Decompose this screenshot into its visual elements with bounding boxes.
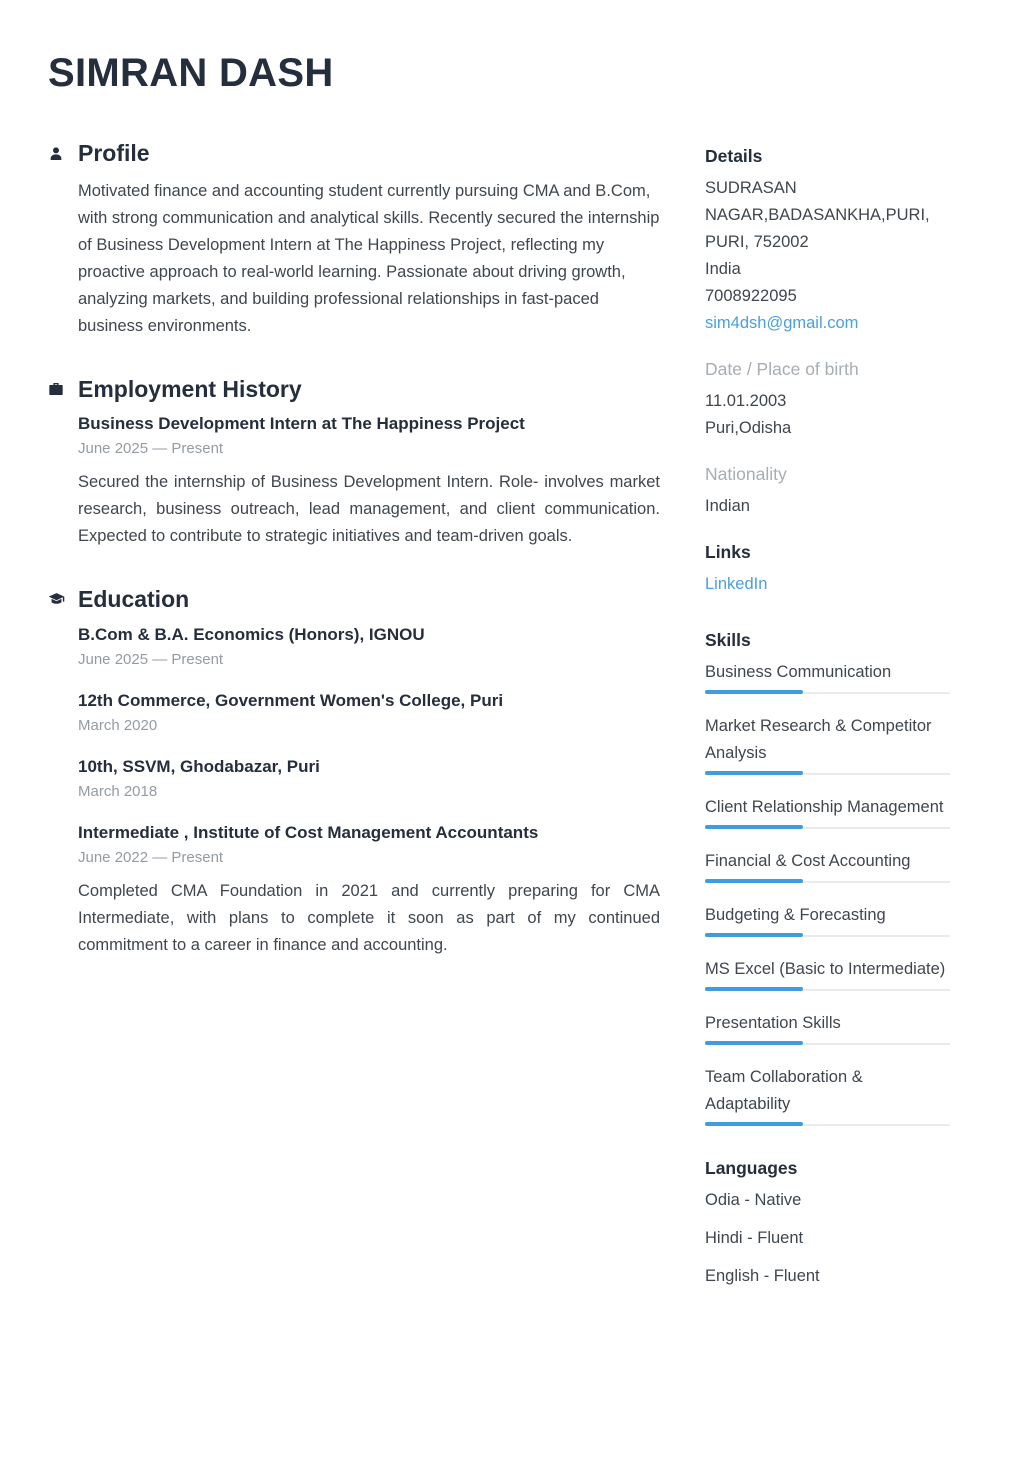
- skill-label: Financial & Cost Accounting: [705, 852, 911, 870]
- skill-label: Budgeting & Forecasting: [705, 906, 886, 924]
- job-description: Secured the internship of Business Development Intern. Role- involves market research, business outreach, lead management, and client communication. Expected to contribute to strategic initiatives and team-driven goals.: [78, 473, 660, 546]
- employment-section-header: [48, 376, 660, 404]
- side-column: [705, 140, 950, 1320]
- education-heading: Education: [78, 586, 190, 613]
- job-date: June 2025 — Present: [78, 440, 224, 458]
- language-item: English - Fluent: [705, 1267, 820, 1285]
- education-item: [78, 690, 660, 736]
- address: SUDRASAN NAGAR,BADASANKHA,PURI, PURI, 752002: [705, 179, 930, 251]
- birth-date: 11.01.2003: [705, 392, 787, 410]
- skill-label: Business Communication: [705, 663, 892, 681]
- employment-section: [48, 376, 660, 551]
- education-title: Intermediate , Institute of Cost Management Accountants: [78, 822, 539, 842]
- language-item: Hindi - Fluent: [705, 1229, 804, 1247]
- education-date: June 2022 — Present: [78, 848, 224, 866]
- main-column: [48, 140, 660, 1320]
- skill-item: [705, 659, 950, 696]
- skill-level-bar: [705, 987, 950, 993]
- graduation-cap-icon: [48, 591, 78, 608]
- skill-level-bar: [705, 1041, 950, 1047]
- candidate-name: SIMRAN DASH: [48, 51, 334, 95]
- skill-item: [705, 848, 950, 885]
- details-heading: Details: [705, 146, 763, 166]
- resume-columns: [48, 140, 950, 1320]
- phone-number: 7008922095: [705, 287, 797, 305]
- birth-place: Puri,Odisha: [705, 419, 792, 437]
- email-link[interactable]: sim4dsh@gmail.com: [705, 314, 859, 332]
- education-description: Completed CMA Foundation in 2021 and currently preparing for CMA Intermediate, with plans to complete it soon as part of my continued commitment to a career in finance and accounting.: [78, 881, 660, 954]
- education-item: [78, 822, 660, 959]
- links-section: [705, 540, 950, 598]
- education-title: B.Com & B.A. Economics (Honors), IGNOU: [78, 624, 425, 644]
- briefcase-icon: [48, 381, 78, 397]
- education-title: 10th, SSVM, Ghodabazar, Puri: [78, 756, 320, 776]
- education-date: March 2020: [78, 716, 158, 734]
- skill-level-bar: [705, 933, 950, 939]
- education-section: [48, 586, 660, 959]
- employment-item: [78, 413, 660, 550]
- skill-label: Market Research & Competitor Analysis: [705, 717, 932, 762]
- skill-level-bar: [705, 879, 950, 885]
- profile-section-header: [48, 140, 660, 168]
- skill-level-bar: [705, 825, 950, 831]
- language-item: Odia - Native: [705, 1191, 802, 1209]
- skill-label: Client Relationship Management: [705, 798, 944, 816]
- education-date: June 2025 — Present: [78, 650, 224, 668]
- person-icon: [48, 146, 78, 162]
- education-section-header: [48, 586, 660, 614]
- skill-label: Team Collaboration & Adaptability: [705, 1068, 863, 1113]
- nationality-value: Indian: [705, 497, 750, 515]
- education-item: [78, 624, 660, 670]
- employment-heading: Employment History: [78, 375, 302, 402]
- skill-level-bar: [705, 771, 950, 777]
- skill-item: [705, 713, 950, 777]
- birth-heading: Date / Place of birth: [705, 359, 859, 379]
- skill-item: [705, 956, 950, 993]
- skill-item: [705, 1064, 950, 1128]
- country: India: [705, 260, 741, 278]
- skill-item: [705, 794, 950, 831]
- skill-level-bar: [705, 1122, 950, 1128]
- skill-item: [705, 902, 950, 939]
- profile-heading: Profile: [78, 140, 150, 166]
- profile-text: Motivated finance and accounting student currently pursuing CMA and B.Com, with strong communication and analytical skills. Recently secured the internship of Business Development Intern at The Happiness Project, reflecting my proactive approach to real-world learning. Passionate about driving growth, analyzing markets, and building professional relationships in fast-paced business environments.: [78, 181, 660, 335]
- linkedin-link[interactable]: LinkedIn: [705, 575, 768, 593]
- education-item: [78, 756, 660, 802]
- languages-section: [705, 1156, 950, 1290]
- skill-level-bar: [705, 690, 950, 696]
- skill-item: [705, 1010, 950, 1047]
- languages-heading: Languages: [705, 1158, 798, 1178]
- education-title: 12th Commerce, Government Women's College, Puri: [78, 690, 504, 710]
- links-heading: Links: [705, 542, 751, 562]
- skill-label: MS Excel (Basic to Intermediate): [705, 960, 946, 978]
- skills-section: [705, 628, 950, 1128]
- profile-section: [48, 140, 660, 340]
- job-title: Business Development Intern at The Happiness Project: [78, 414, 525, 434]
- skill-label: Presentation Skills: [705, 1014, 841, 1032]
- nationality-heading: Nationality: [705, 464, 787, 484]
- education-date: March 2018: [78, 782, 158, 800]
- details-section: [705, 144, 950, 520]
- skills-heading: Skills: [705, 630, 751, 650]
